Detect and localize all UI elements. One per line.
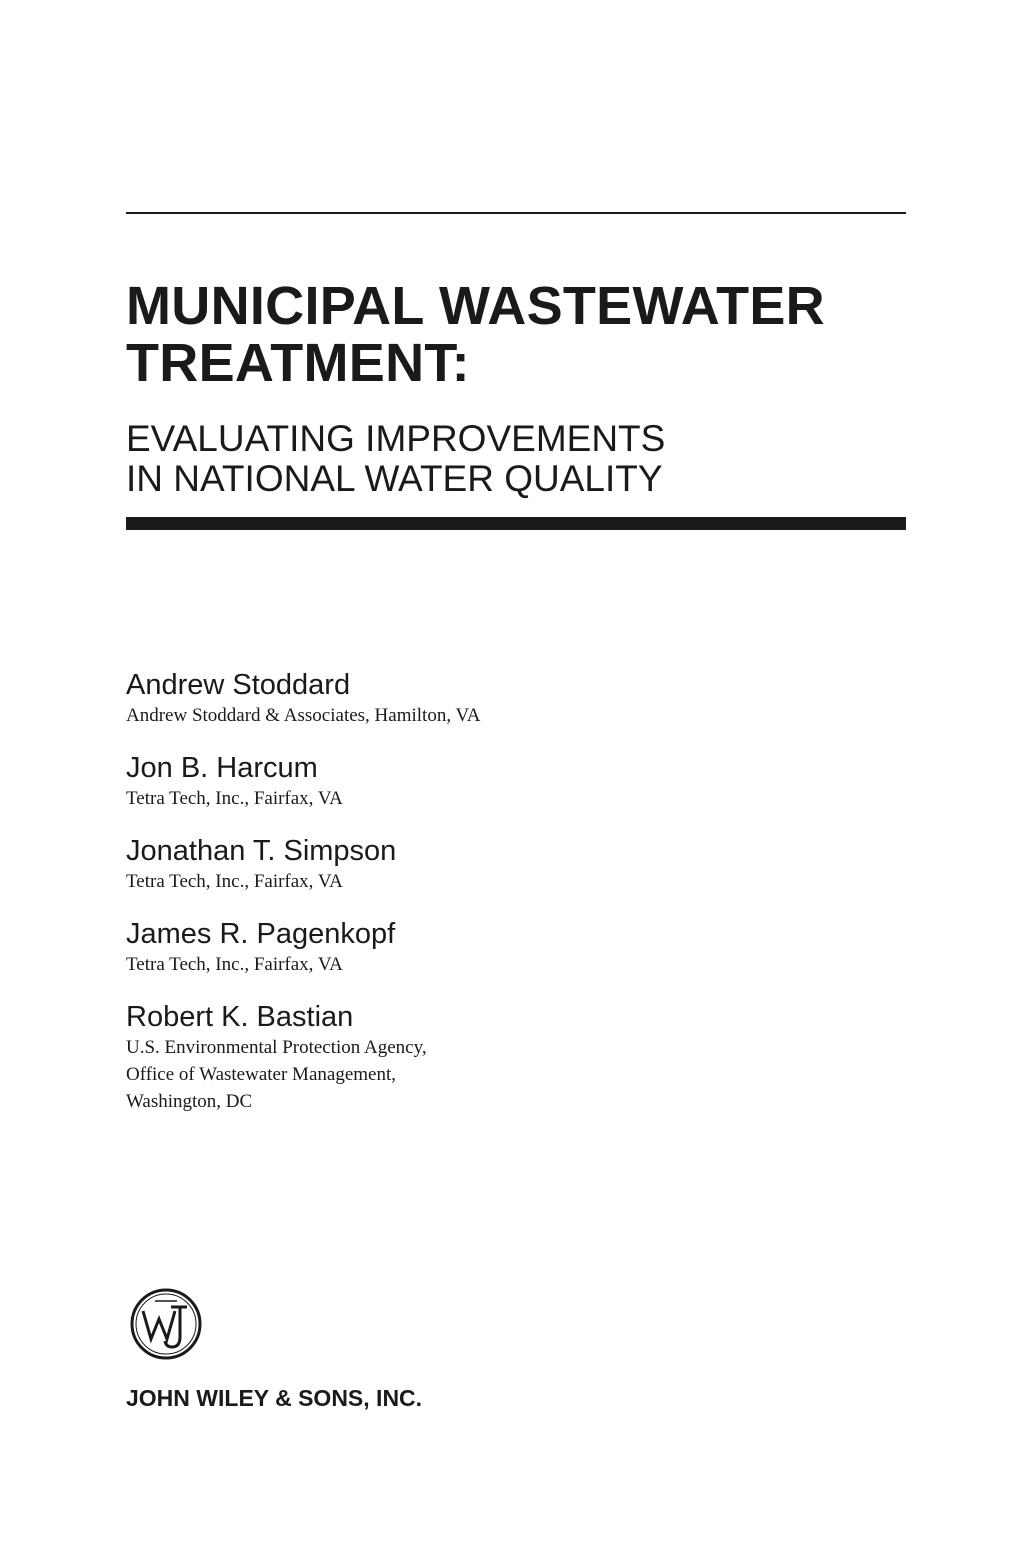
author-affiliation: U.S. Environmental Protection Agency, (126, 1037, 427, 1058)
author-entry (126, 917, 886, 978)
publisher-name: JOHN WILEY & SONS, INC. (126, 1385, 423, 1411)
author-entry (126, 751, 886, 812)
wiley-jw-monogram-icon (129, 1287, 203, 1361)
book-title-line-1: MUNICIPAL WASTEWATER (126, 276, 825, 336)
book-subtitle (126, 419, 926, 499)
author-name: Jonathan T. Simpson (126, 835, 397, 867)
author-affiliation: Andrew Stoddard & Associates, Hamilton, VA (126, 705, 481, 726)
author-entry (126, 834, 886, 895)
book-title (126, 278, 926, 392)
author-entry (126, 668, 886, 729)
author-name: Andrew Stoddard (126, 669, 351, 701)
author-entry (126, 1000, 886, 1115)
author-affiliation: Tetra Tech, Inc., Fairfax, VA (126, 871, 343, 892)
author-name: Jon B. Harcum (126, 752, 318, 784)
book-subtitle-line-1: EVALUATING IMPROVEMENTS (126, 418, 666, 459)
title-underline-rule (126, 517, 906, 530)
author-affiliation: Tetra Tech, Inc., Fairfax, VA (126, 954, 343, 975)
top-rule (126, 212, 906, 214)
author-name: Robert K. Bastian (126, 1001, 354, 1033)
author-affiliation: Tetra Tech, Inc., Fairfax, VA (126, 788, 343, 809)
book-title-line-2: TREATMENT: (126, 333, 470, 393)
book-subtitle-line-2: IN NATIONAL WATER QUALITY (126, 458, 663, 499)
author-list (126, 668, 886, 1115)
author-affiliation: Office of Wastewater Management, (126, 1064, 396, 1085)
author-affiliation: Washington, DC (126, 1091, 253, 1112)
author-name: James R. Pagenkopf (126, 918, 396, 950)
